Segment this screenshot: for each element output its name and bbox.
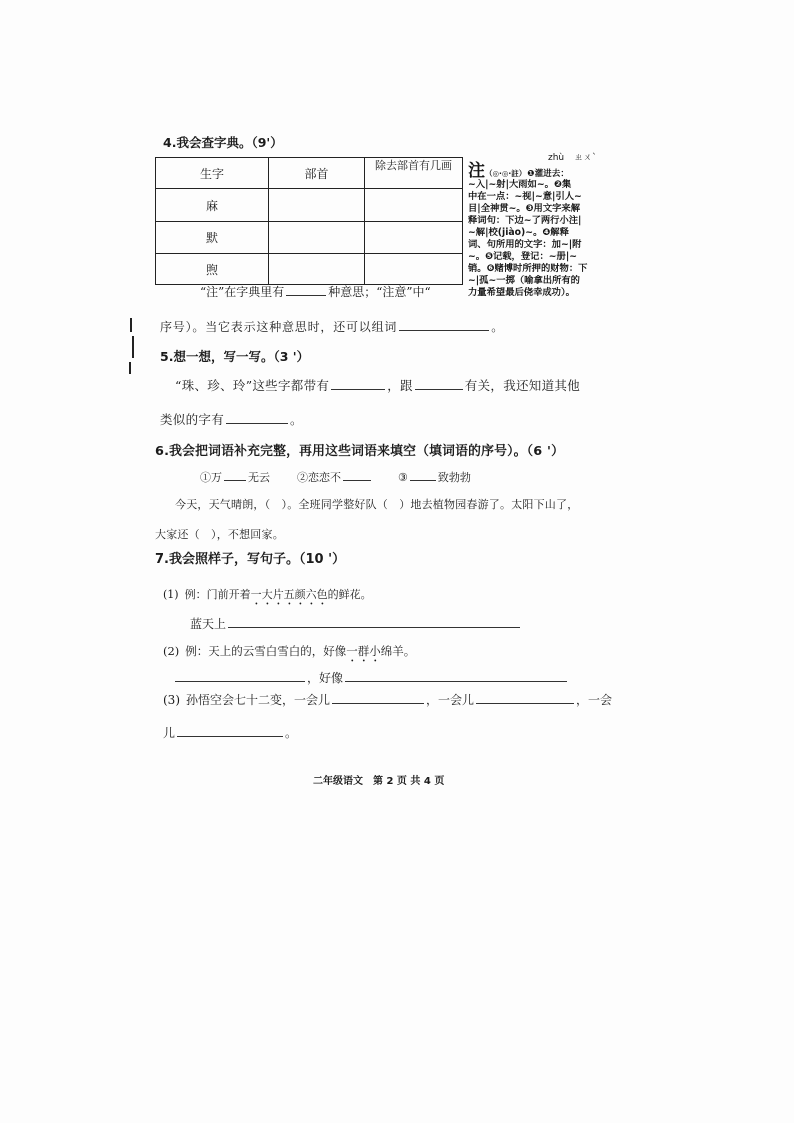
stroke-count-cell: [365, 222, 463, 254]
word-option-3: ③ 致勃勃: [398, 471, 471, 484]
dictionary-definitions: [468, 179, 587, 299]
header-character: 生字: [156, 158, 269, 189]
radical-cell: [269, 189, 365, 222]
character-cell: 煦: [156, 254, 269, 285]
dictionary-line: 中在一点：~视|~意|引人~: [468, 191, 582, 202]
word-option-1: ①万 无云: [200, 471, 270, 484]
answer-blank: [175, 670, 305, 682]
dictionary-headword: 注: [468, 161, 485, 181]
answer-blank: [345, 670, 567, 682]
section-7-title: 7.我会照样子，写句子。（10 '）: [155, 552, 346, 567]
page-footer: [313, 774, 444, 790]
dictionary-line: ~解|校(jiào)~。❹解释: [468, 227, 569, 238]
answer-blank: [415, 378, 463, 390]
answer-blank: [331, 378, 385, 390]
answer-blank: [226, 412, 288, 424]
dictionary-line: 词、句所用的文字：加~|附: [468, 239, 582, 250]
answer-blank: [286, 284, 326, 296]
section-4-title: 4.我会查字典。（9'）: [163, 135, 283, 150]
stroke-count-cell: [365, 254, 463, 285]
radical-cell: [269, 222, 365, 254]
answer-blank: [177, 725, 283, 737]
answer-blank: [224, 469, 246, 481]
section-4-question-line-1: “注”在字典里有 种意思；“注意”中“: [200, 285, 431, 299]
section-7-question-3: (3) 孙悟空会七十二变，一会儿 ，一会儿 ，一会: [163, 693, 613, 707]
zhuyin: ㄓㄨˋ: [574, 153, 597, 163]
section-7-example-1: (1) 例：门前开着一大片五颜六色的鲜花。: [163, 588, 372, 601]
word-option-2: ②恋恋不: [297, 469, 373, 486]
answer-blank: [332, 692, 424, 704]
dictionary-line: ~入|~射|大雨如~。❷集: [468, 179, 572, 190]
dictionary-entry-excerpt: [466, 152, 606, 302]
character-cell: 麻: [156, 189, 269, 222]
section-7-example-2: (2) 例：天上的云雪白雪白的，好像一群小绵羊。: [163, 644, 416, 658]
stroke-count-cell: [365, 189, 463, 222]
dictionary-line: 目|全神贯~。❸用文字来解: [468, 203, 581, 214]
section-7-answer-2: ，好像: [175, 670, 569, 686]
header-radical: 部首: [269, 158, 365, 189]
answer-blank: [399, 319, 489, 331]
dictionary-lookup-table: [155, 157, 463, 285]
section-5-title: 5.想一想，写一写。（3 '）: [160, 349, 310, 364]
dictionary-line: 释词句：下边~了两行小注|: [468, 215, 582, 226]
dictionary-line: 销。❻赌博时所押的财物：下: [468, 263, 588, 274]
dictionary-sense-1: ❶灌进去：: [527, 169, 569, 179]
section-6-title: 6.我会把词语补充完整，再用这些词语来填空（填词语的序号）。（6 '）: [155, 444, 565, 459]
scan-artifact: [128, 318, 138, 376]
section-4-question-line-2: 序号）。当它表示这种意思时，还可以组词 。: [160, 320, 505, 334]
dictionary-line: ~|孤~一掷（喻拿出所有的: [468, 275, 580, 286]
section-7-question-3-continued: 儿 。: [163, 726, 298, 740]
answer-blank: [476, 692, 574, 704]
section-6-paragraph-line-2: 大家还（ ），不想回家。: [155, 528, 284, 541]
pinyin: zhù: [548, 153, 565, 163]
character-cell: 默: [156, 222, 269, 254]
section-5-line-1: “珠、珍、玲”这些字都带有 ，跟 有关，我还知道其他: [175, 378, 580, 393]
dictionary-variant: （◎·◎·註）: [485, 169, 527, 178]
footer-subject: 二年级语文: [313, 776, 363, 787]
section-5-line-2: 类似的字有 。: [160, 412, 303, 427]
footer-page-number: 第 2 页 共 4 页: [373, 776, 445, 787]
header-stroke-count: 除去部首有几画: [365, 158, 463, 189]
dictionary-line: ~。❺记载，登记：~册|~: [468, 251, 578, 262]
answer-blank: [343, 469, 371, 481]
section-6-paragraph-line-1: 今天，天气晴朗，（ ）。全班同学整好队（ ）地去植物园春游了。太阳下山了，: [175, 498, 579, 511]
section-7-answer-1: 蓝天上: [190, 616, 522, 632]
radical-cell: [269, 254, 365, 285]
answer-blank: [228, 616, 520, 628]
answer-blank: [410, 469, 436, 481]
dictionary-line: 力量希望最后侥幸成功）。: [468, 287, 575, 298]
